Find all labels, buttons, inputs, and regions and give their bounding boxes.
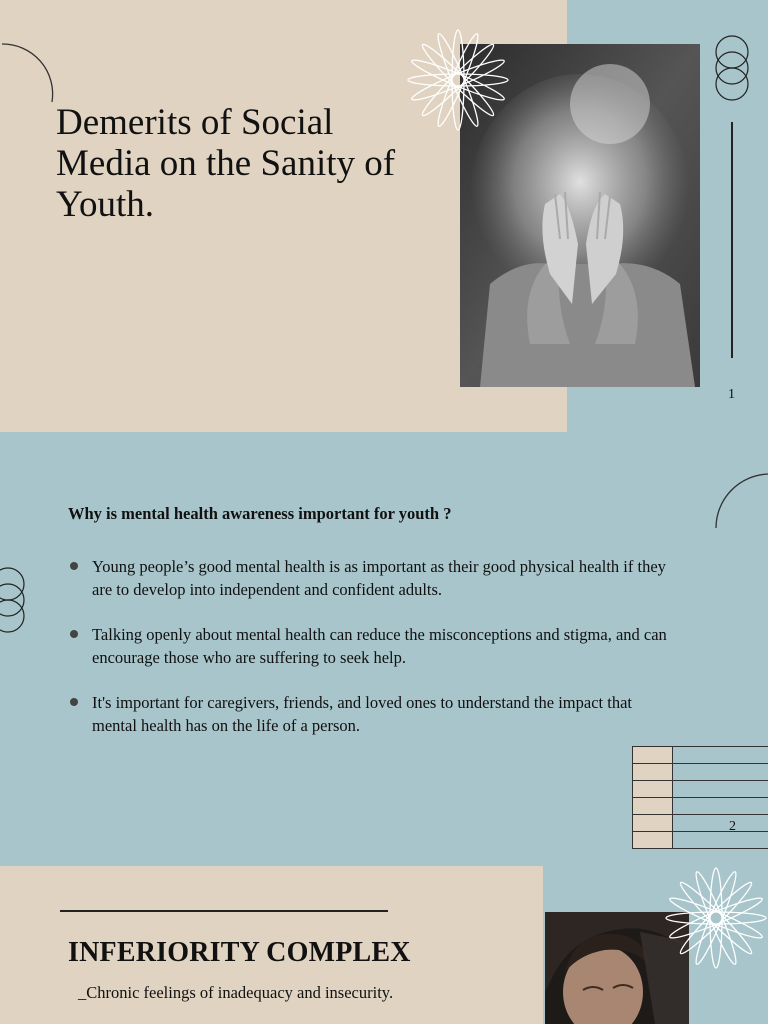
page-number: 2 — [729, 819, 736, 834]
table-decoration — [632, 746, 768, 850]
horizontal-divider — [60, 910, 388, 912]
list-item: It's important for caregivers, friends, and loved ones to understand the impact that mental health has on the life of a person. — [68, 691, 678, 737]
arc-decoration — [712, 470, 768, 530]
star-decoration-icon — [404, 26, 512, 134]
star-decoration-icon — [662, 864, 768, 972]
slide1-title: Demerits of Social Media on the Sanity of Youth. — [56, 102, 396, 225]
bullet-list — [68, 555, 678, 759]
list-item: Talking openly about mental health can reduce the misconceptions and stigma, and can encourage those who are suffering to seek help. — [68, 623, 678, 669]
stacked-circles-decoration — [712, 34, 752, 104]
slide3-heading: INFERIORITY COMPLEX — [68, 937, 411, 968]
slide3-subtitle: _Chronic feelings of inadequacy and insecurity. — [78, 983, 394, 1002]
list-item: Young people’s good mental health is as important as their good physical health if they are to develop into independent and confident adults. — [68, 555, 678, 601]
arc-decoration — [0, 42, 60, 106]
page-number: 1 — [728, 387, 735, 402]
vertical-divider — [731, 122, 733, 358]
section-question: Why is mental health awareness important for youth ? — [68, 504, 452, 523]
stacked-circles-decoration — [0, 566, 28, 638]
